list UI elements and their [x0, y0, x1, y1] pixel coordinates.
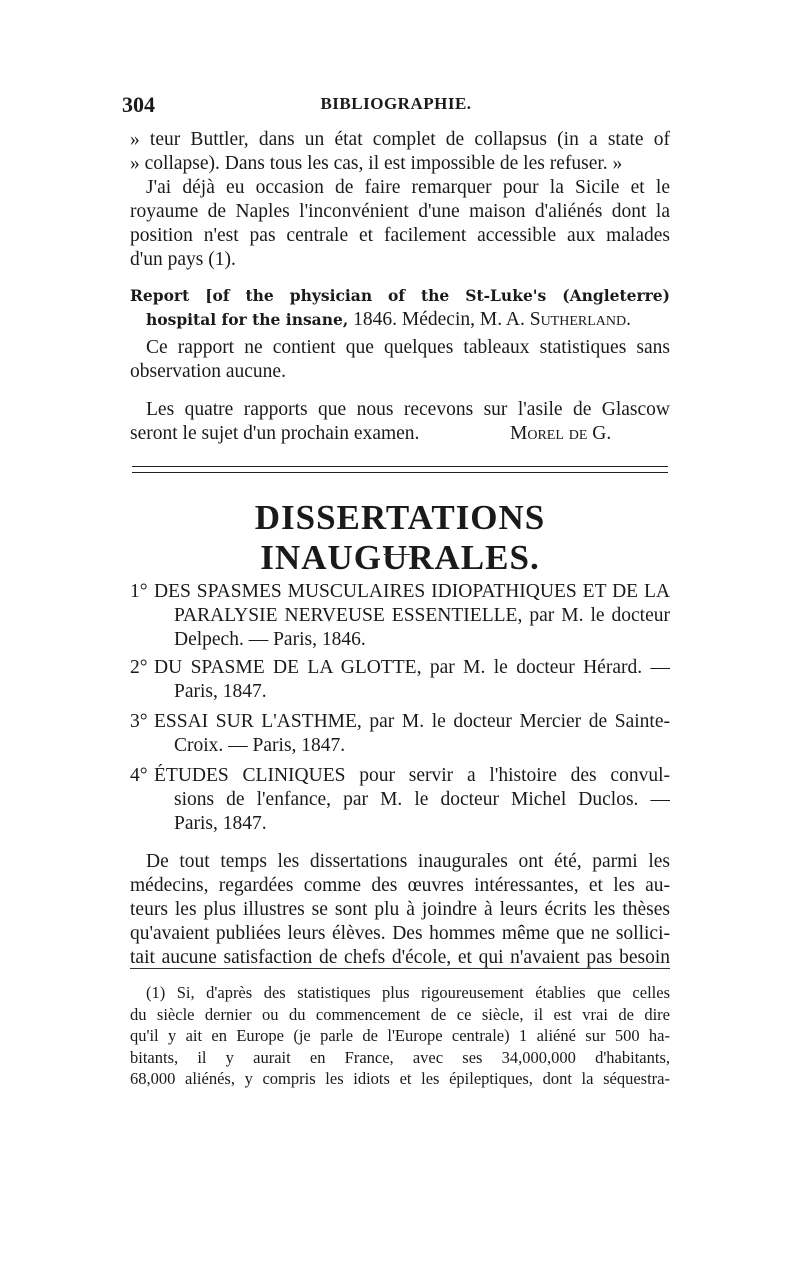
closing-paragraph	[130, 850, 670, 970]
closing-text: seront le sujet d'un prochain examen.	[130, 423, 420, 444]
item-line: ÉTUDES CLINIQUES pour servir a l'histoire des convul-	[154, 765, 670, 786]
footnote	[130, 982, 670, 1090]
text-line: observation aucune.	[130, 361, 286, 382]
title-underline	[384, 554, 410, 555]
item-line: Croix. — Paris, 1847.	[174, 735, 346, 756]
signature: Morel de G.	[510, 423, 612, 444]
text-line: qu'avaient publiées leurs élèves. Des hommes même que ne sollici-	[130, 923, 670, 944]
dissertation-item	[130, 580, 670, 652]
text-line: médecins, regardées comme des œuvres intéressantes, et les au-	[130, 875, 670, 896]
text-line: Ce rapport ne contient que quelques tableaux statistiques sans	[146, 337, 670, 358]
running-head	[122, 92, 670, 122]
footnote-line: (1) Si, d'après des statistiques plus rigoureusement établies que celles	[146, 983, 670, 1002]
item-line: PARALYSIE NERVEUSE ESSENTIELLE, par M. le docteur	[174, 605, 670, 626]
report-details: 1846. Médecin, M. A.	[348, 309, 530, 330]
dissertation-item	[130, 764, 670, 836]
item-line: Paris, 1847.	[174, 681, 267, 702]
item-number: 1°	[130, 581, 148, 602]
report-title-line: Report [of the physician of the St-Luke's (Angleterre)	[130, 286, 670, 305]
text-line: royaume de Naples l'inconvénient d'une maison d'aliénés dont la	[130, 201, 670, 222]
text-line: teurs les plus illustres se sont plu à joindre à leurs écrits les thèses	[130, 899, 670, 920]
item-line: DU SPASME DE LA GLOTTE, par M. le docteur Hérard. —	[154, 657, 670, 678]
report-title-line	[130, 308, 670, 332]
section-divider	[132, 466, 668, 473]
dissertation-item	[130, 656, 670, 704]
page-number: 304	[122, 92, 155, 117]
text-line: » teur Buttler, dans un état complet de collapsus (in a state of	[130, 129, 670, 150]
item-number: 4°	[130, 765, 148, 786]
item-line: Paris, 1847.	[174, 813, 267, 834]
text-line: d'un pays (1).	[130, 249, 236, 270]
item-line: ESSAI SUR L'ASTHME, par M. le docteur Mercier de Sainte-	[154, 711, 670, 732]
glasgow-paragraph	[130, 398, 670, 446]
text-line: tait aucune satisfaction de chefs d'école, et qui n'avaient pas besoin	[130, 947, 670, 968]
footnote-line: du siècle dernier ou du commencement de ce siècle, il est vrai de dire	[130, 1004, 670, 1024]
item-line: sions de l'enfance, par M. le docteur Michel Duclos. —	[174, 789, 670, 810]
item-number: 2°	[130, 657, 148, 678]
running-title: BIBLIOGRAPHIE.	[320, 94, 472, 113]
text-line: J'ai déjà eu occasion de faire remarquer pour la Sicile et le	[146, 177, 670, 198]
quote-paragraph	[130, 128, 670, 176]
item-number: 3°	[130, 711, 148, 732]
footnote-rule	[130, 968, 670, 969]
text-line: De tout temps les dissertations inaugurales ont été, parmi les	[146, 851, 670, 872]
text-line: » collapse). Dans tous les cas, il est impossible de les refuser. »	[130, 153, 623, 174]
footnote-line: qu'il y ait en Europe (je parle de l'Europe centrale) 1 aliéné sur 500 ha-	[130, 1026, 670, 1045]
text-line: position n'est pas centrale et facilement accessible aux malades	[130, 225, 670, 246]
section-title: DISSERTATIONS INAUGURALES.	[254, 498, 546, 577]
item-line: Delpech. — Paris, 1846.	[174, 629, 366, 650]
asylum-paragraph	[130, 176, 670, 272]
footnote-line: 68,000 aliénés, y compris les idiots et les épileptiques, dont la séquestra-	[130, 1069, 670, 1088]
report-paragraph	[130, 336, 670, 384]
footnote-line: bitants, il y aurait en France, avec ses 34,000,000 d'habitants,	[130, 1047, 670, 1067]
dissertation-item	[130, 710, 670, 758]
text-line	[130, 422, 670, 446]
report-author: Sutherland.	[529, 309, 631, 330]
report-title-bold: hospital for the insane,	[146, 310, 349, 329]
item-line: DES SPASMES MUSCULAIRES IDIOPATHIQUES ET DE LA	[154, 581, 670, 602]
report-heading	[130, 284, 670, 332]
text-line: Les quatre rapports que nous recevons sur l'asile de Glascow	[146, 399, 670, 420]
